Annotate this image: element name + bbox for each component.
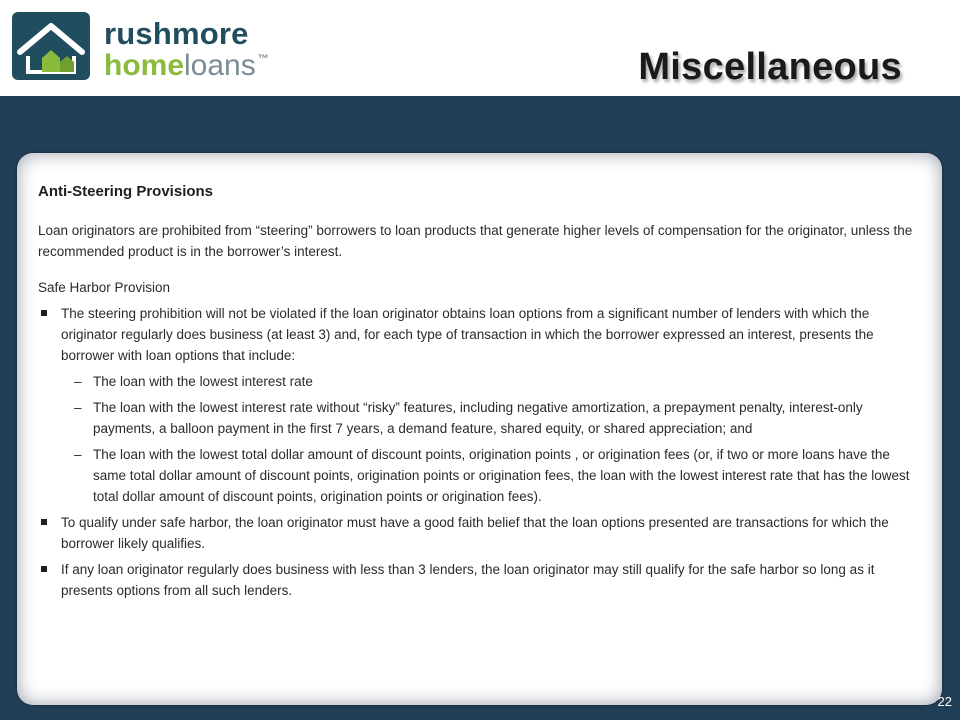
- content-panel: [17, 153, 942, 705]
- square-bullet-icon: [41, 519, 47, 525]
- section-heading: Anti-Steering Provisions: [38, 183, 214, 200]
- bullet-text: If any loan originator regularly does business with less than 3 lenders, the loan originator may still qualify for the safe harbor so long as it presents options from all such lenders.: [61, 562, 875, 598]
- sub-item: [38, 371, 920, 392]
- sub-item-text: The loan with the lowest interest rate: [93, 374, 313, 389]
- brand-name-line2: [104, 51, 269, 81]
- brand-name-line1: rushmore: [104, 16, 249, 51]
- brand-loans: loans: [184, 49, 256, 82]
- bullet-text: The steering prohibition will not be violated if the loan originator obtains loan options from a significant number of lenders with which the originator regularly does business (at least 3) and, for each type of transaction in which the borrower expressed an interest, presents the borrower with loan options that include:: [61, 306, 874, 363]
- dash-icon: –: [74, 447, 82, 462]
- sub-item-text: The loan with the lowest interest rate without “risky” features, including negative amortization, a prepayment penalty, interest-only payments, a balloon payment in the first 7 years, a demand feature, shared equity, or shared appreciation; and: [93, 400, 863, 436]
- brand-logo: [12, 12, 269, 81]
- intro-paragraph: Loan originators are prohibited from “steering” borrowers to loan products that generate higher levels of compensation for the originator, unless the recommended product is in the borrower’s interest.: [38, 223, 913, 259]
- square-bullet-icon: [41, 566, 47, 572]
- bullet-item: [38, 559, 920, 601]
- page-number: 22: [937, 694, 952, 709]
- bullet-list: [38, 303, 920, 601]
- square-bullet-icon: [41, 310, 47, 316]
- brand-wordmark: [104, 18, 269, 81]
- bullet-item: [38, 303, 920, 507]
- header: [0, 0, 960, 96]
- trademark: ™: [257, 53, 269, 65]
- dash-icon: –: [74, 400, 82, 415]
- bullet-item: [38, 512, 920, 554]
- sub-item-text: The loan with the lowest total dollar amount of discount points, origination points , or origination fees (or, if two or more loans have the same total dollar amount of discount points, origination points or origination fees, the loan with the lowest interest rate that has the lowest total dollar amount of discount points, origination points or origination fees).: [93, 447, 910, 504]
- page-title: Miscellaneous: [638, 46, 902, 88]
- brand-home: home: [104, 49, 185, 82]
- sub-item: [38, 397, 920, 439]
- dash-icon: –: [74, 374, 82, 389]
- safe-harbor-subheading: Safe Harbor Provision: [38, 280, 171, 295]
- sub-list: [61, 371, 920, 507]
- house-logo-icon: [12, 12, 90, 80]
- bullet-text: To qualify under safe harbor, the loan originator must have a good faith belief that the loan options presented are transactions for which the borrower likely qualifies.: [61, 515, 889, 551]
- sub-item: [38, 444, 920, 507]
